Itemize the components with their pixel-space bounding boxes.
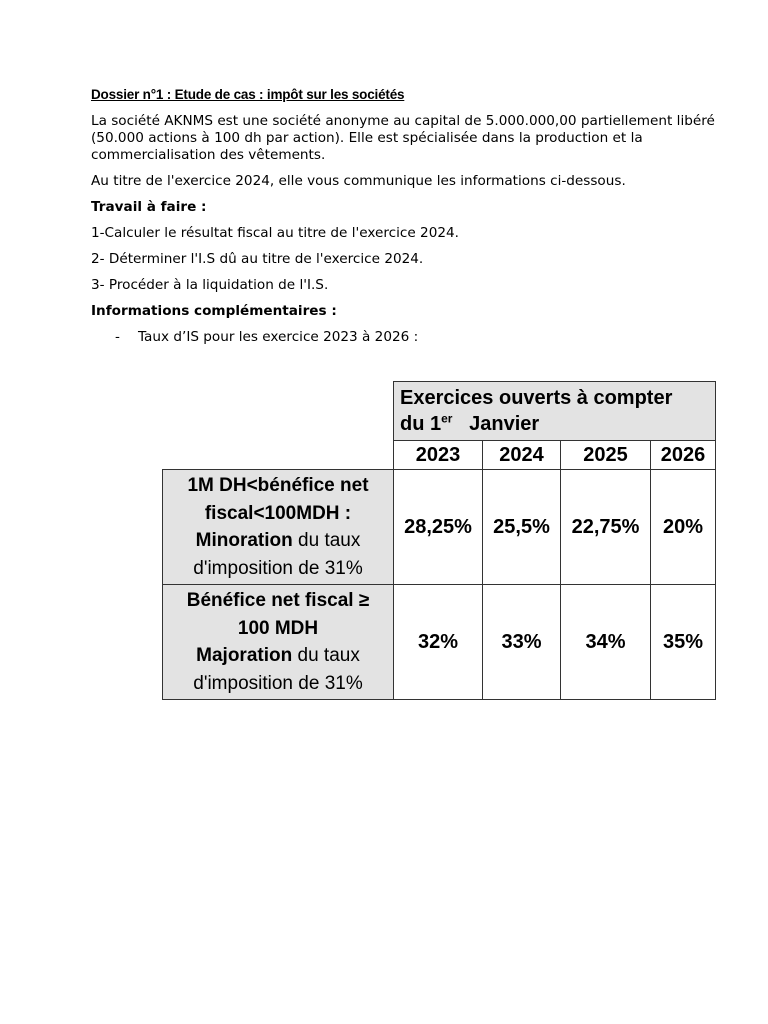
rate-minoration-2025: 22,75%: [561, 470, 651, 585]
info-heading: Informations complémentaires :: [91, 303, 337, 319]
row1-label-line2: fiscal<100MDH :: [204, 502, 352, 524]
row1-label-line1: 1M DH<bénéfice net: [187, 475, 369, 496]
empty-corner: [163, 382, 394, 441]
empty-corner-2: [163, 441, 394, 470]
row2-label-line2: 100 MDH: [237, 617, 319, 639]
table-header: [394, 382, 716, 441]
table-header-line2a: du 1: [400, 413, 442, 435]
row1-label-line3: du taux: [292, 530, 361, 551]
table-header-line1: Exercices ouverts à compter: [400, 387, 673, 409]
row-label-minoration: [163, 470, 394, 585]
year-2024: 2024: [483, 441, 561, 470]
row1-label-line4: d'imposition de 31%: [193, 557, 363, 579]
table-header-line2b: Janvier: [469, 413, 540, 435]
task-1: 1-Calculer le résultat fiscal au titre de l'exercice 2024.: [91, 225, 459, 241]
bullet-dash: -: [115, 329, 120, 345]
intro-paragraph: La société AKNMS est une société anonyme au capital de 5.000.000,00 partiellement libéré (50.000 actions à 100 dh par action). Elle est spécialisée dans la production et la commercialisation des vêtements.: [91, 113, 715, 163]
bullet-item: [91, 329, 721, 346]
tax-rate-table: [162, 381, 716, 700]
tax-rate-table-wrapper: [162, 381, 716, 700]
rate-majoration-2024: 33%: [483, 585, 561, 700]
rate-minoration-2026: 20%: [651, 470, 716, 585]
row2-label-line4: d'imposition de 31%: [193, 672, 363, 694]
year-2026: 2026: [651, 441, 716, 470]
task-2: 2- Déterminer l'I.S dû au titre de l'exercice 2024.: [91, 251, 424, 267]
table-header-sup: er: [441, 411, 453, 426]
row2-label-line3-bold: Majoration: [196, 645, 293, 666]
rate-minoration-2023: 28,25%: [394, 470, 483, 585]
rate-majoration-2023: 32%: [394, 585, 483, 700]
bullet-text: Taux d’IS pour les exercice 2023 à 2026 :: [138, 329, 419, 345]
row2-label-line1: Bénéfice net fiscal ≥: [186, 590, 370, 611]
rate-majoration-2025: 34%: [561, 585, 651, 700]
document-title: Dossier n°1 : Etude de cas : impôt sur les sociétés: [91, 87, 405, 102]
year-2023: 2023: [394, 441, 483, 470]
rate-minoration-2024: 25,5%: [483, 470, 561, 585]
rate-majoration-2026: 35%: [651, 585, 716, 700]
intro-paragraph-2: Au titre de l'exercice 2024, elle vous communique les informations ci-dessous.: [91, 173, 626, 189]
task-3: 3- Procéder à la liquidation de l'I.S.: [91, 277, 329, 293]
row-label-majoration: [163, 585, 394, 700]
row1-label-line3-bold: Minoration: [195, 530, 293, 551]
document-body: [91, 86, 721, 346]
year-2025: 2025: [561, 441, 651, 470]
work-heading: Travail à faire :: [91, 199, 207, 215]
row2-label-line3: du taux: [292, 645, 360, 666]
